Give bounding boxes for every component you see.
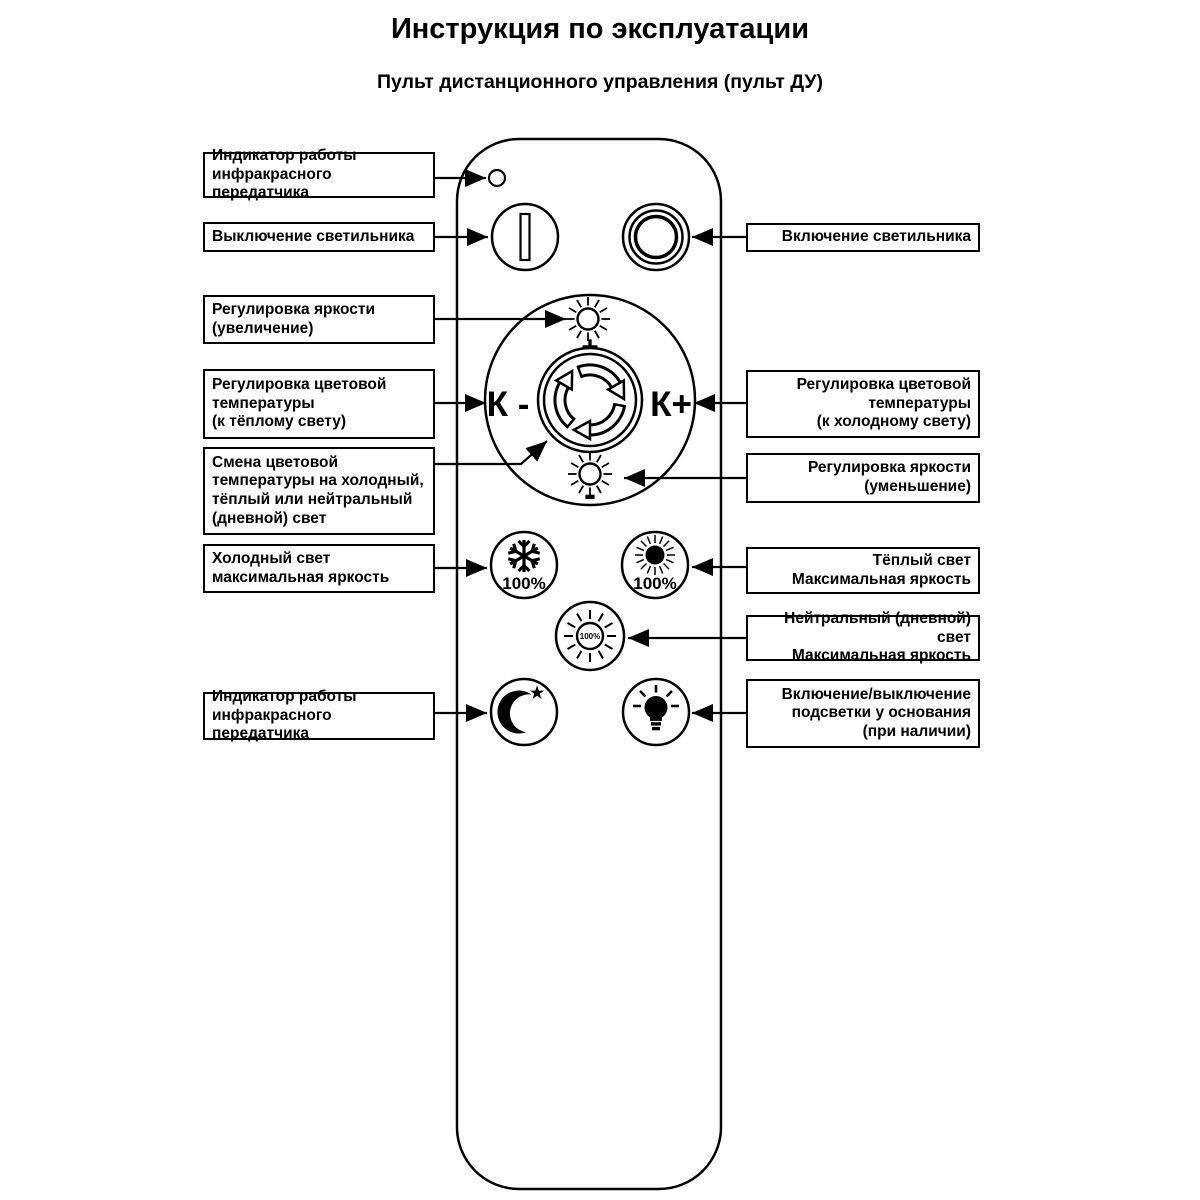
callout-power-off: Выключение светильника <box>203 222 435 252</box>
page-title: Инструкция по эксплуатации <box>390 13 810 45</box>
callout-ir-indicator: Индикатор работы инфракрасного передатчика <box>203 152 435 198</box>
power-on-button <box>623 204 689 270</box>
callout-power-on: Включение светильника <box>746 223 980 252</box>
cold-light-button <box>491 532 557 598</box>
dial-minus-label: - <box>584 473 596 514</box>
cold-100-label: 100% <box>502 574 546 593</box>
power-off-bar-icon <box>521 214 530 260</box>
callout-warm-light-max: Тёплый свет Максимальная яркость <box>746 547 980 594</box>
page-subtitle: Пульт дистанционного управления (пульт ДУ) <box>376 71 824 93</box>
night-mode-button <box>491 679 557 745</box>
callout-brightness-increase: Регулировка яркости (увеличение) <box>203 295 435 344</box>
neutral-light-button <box>556 602 624 670</box>
callout-ir-indicator-2: Индикатор работы инфракрасного передатчика <box>203 692 435 740</box>
callout-color-temp-cycle: Смена цветовой температуры на холодный, тёплый или нейтральный (дневной) свет <box>203 447 435 535</box>
base-light-button <box>623 679 689 745</box>
star-icon: ★ <box>529 685 545 702</box>
warm-light-button <box>622 532 688 598</box>
callout-color-temp-cold: Регулировка цветовой температуры (к холодному свету) <box>746 370 980 438</box>
dial-k-minus-label: К - <box>486 385 530 424</box>
filled-sun-icon <box>635 535 675 575</box>
callout-neutral-light-max: Нейтральный (дневной) свет Максимальная яркость <box>746 615 980 661</box>
warm-100-label: 100% <box>633 574 677 593</box>
callout-brightness-decrease: Регулировка яркости (уменьшение) <box>746 453 980 503</box>
callout-base-backlight: Включение/выключение подсветки у основания (при наличии) <box>746 679 980 748</box>
callout-cold-light-max: Холодный свет максимальная яркость <box>203 544 435 593</box>
power-off-button <box>492 204 558 270</box>
dial-k-plus-label: К+ <box>650 385 692 424</box>
neutral-100-label: 100% <box>579 632 601 641</box>
callout-color-temp-warm: Регулировка цветовой температуры (к тёплому свету) <box>203 369 435 439</box>
led-indicator-icon <box>489 170 505 186</box>
